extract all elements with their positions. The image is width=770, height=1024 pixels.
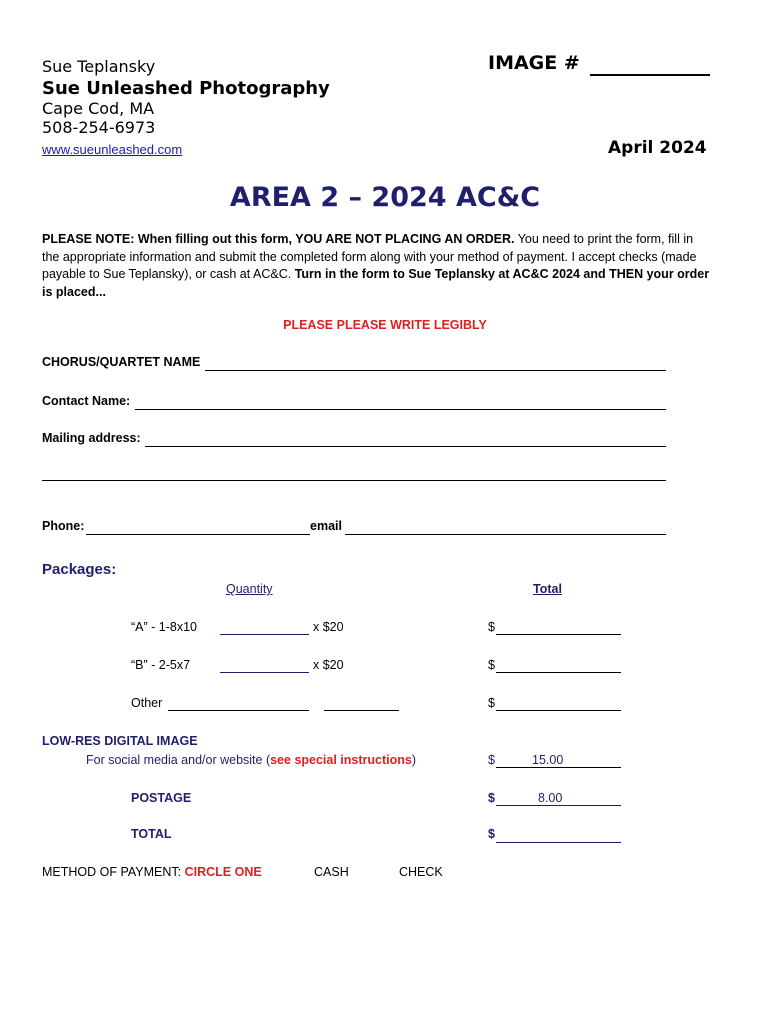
lowres-heading: LOW-RES DIGITAL IMAGE xyxy=(42,734,198,748)
lowres-dollar: $ xyxy=(488,753,495,767)
phone-field-line[interactable] xyxy=(86,534,310,535)
lowres-desc-end: ) xyxy=(411,753,417,767)
total-dollar: $ xyxy=(488,827,495,841)
note-closing: Turn in the form to Sue Teplansky at AC&C 2024 and THEN your order is placed... xyxy=(42,267,710,299)
postage-total-line xyxy=(496,805,621,806)
mailing-label: Mailing address: xyxy=(42,431,141,445)
package-a-label: “A” - 1-8x10 xyxy=(131,620,197,634)
postage-amount: 8.00 xyxy=(538,791,563,805)
contact-field-line[interactable] xyxy=(135,409,666,410)
instructions-note xyxy=(42,231,710,301)
packages-heading: Packages: xyxy=(42,561,117,578)
payment-option-cash[interactable]: CASH xyxy=(314,865,349,879)
quantity-column-label: Quantity xyxy=(226,582,273,596)
chorus-label: CHORUS/QUARTET NAME xyxy=(42,355,201,369)
payment-option-check[interactable]: CHECK xyxy=(399,865,443,879)
email-field-line[interactable] xyxy=(345,534,666,535)
package-b-label: “B” - 2-5x7 xyxy=(131,658,191,672)
postage-label: POSTAGE xyxy=(131,791,192,805)
website-link[interactable]: www.sueunleashed.com xyxy=(42,142,183,157)
payment-method xyxy=(42,865,262,879)
package-a-dollar: $ xyxy=(488,620,495,634)
special-instructions-link: see special instructions xyxy=(270,753,412,767)
package-a-quantity-line[interactable] xyxy=(220,634,309,635)
business-location: Cape Cod, MA xyxy=(42,99,155,118)
form-date: April 2024 xyxy=(608,138,707,158)
email-label: email xyxy=(310,519,342,533)
contact-label: Contact Name: xyxy=(42,394,131,408)
package-b-dollar: $ xyxy=(488,658,495,672)
package-a-total-line[interactable] xyxy=(496,634,621,635)
other-quantity-line[interactable] xyxy=(324,710,399,711)
image-number-label: IMAGE # xyxy=(488,52,580,74)
chorus-field-line[interactable] xyxy=(205,370,666,371)
grand-total-line[interactable] xyxy=(496,842,621,843)
page-title: AREA 2 – 2024 AC&C xyxy=(229,182,541,213)
other-description-line[interactable] xyxy=(168,710,309,711)
phone-label: Phone: xyxy=(42,519,85,533)
legibly-notice: PLEASE PLEASE WRITE LEGIBLY xyxy=(283,318,487,332)
postage-dollar: $ xyxy=(488,791,495,805)
lowres-desc-start: For social media and/or website ( xyxy=(86,753,271,767)
lowres-amount: 15.00 xyxy=(532,753,564,767)
lowres-description xyxy=(86,753,416,767)
note-emphasis: PLEASE NOTE: When filling out this form, YOU ARE NOT PLACING AN ORDER. xyxy=(42,232,515,246)
business-name: Sue Unleashed Photography xyxy=(42,78,330,99)
circle-one-note: CIRCLE ONE xyxy=(184,865,262,879)
photographer-name: Sue Teplansky xyxy=(42,57,156,76)
other-total-line[interactable] xyxy=(496,710,621,711)
image-number-line xyxy=(590,74,710,76)
other-label: Other xyxy=(131,696,163,710)
total-column-label: Total xyxy=(533,582,562,596)
note-body: You need to print the form, fill in the appropriate information and submit the completed form along with your method of payment. I accept checks (made payable to Sue Teplansky), or cash at AC&C. xyxy=(42,232,697,281)
business-phone: 508-254-6973 xyxy=(42,118,156,137)
package-a-price: x $20 xyxy=(313,620,344,634)
payment-label: METHOD OF PAYMENT: xyxy=(42,865,185,879)
lowres-total-line xyxy=(496,767,621,768)
package-b-quantity-line[interactable] xyxy=(220,672,309,673)
other-dollar: $ xyxy=(488,696,495,710)
total-label: TOTAL xyxy=(131,827,172,841)
mailing-field-line-2[interactable] xyxy=(42,480,666,481)
package-b-price: x $20 xyxy=(313,658,344,672)
package-b-total-line[interactable] xyxy=(496,672,621,673)
mailing-field-line[interactable] xyxy=(145,446,666,447)
